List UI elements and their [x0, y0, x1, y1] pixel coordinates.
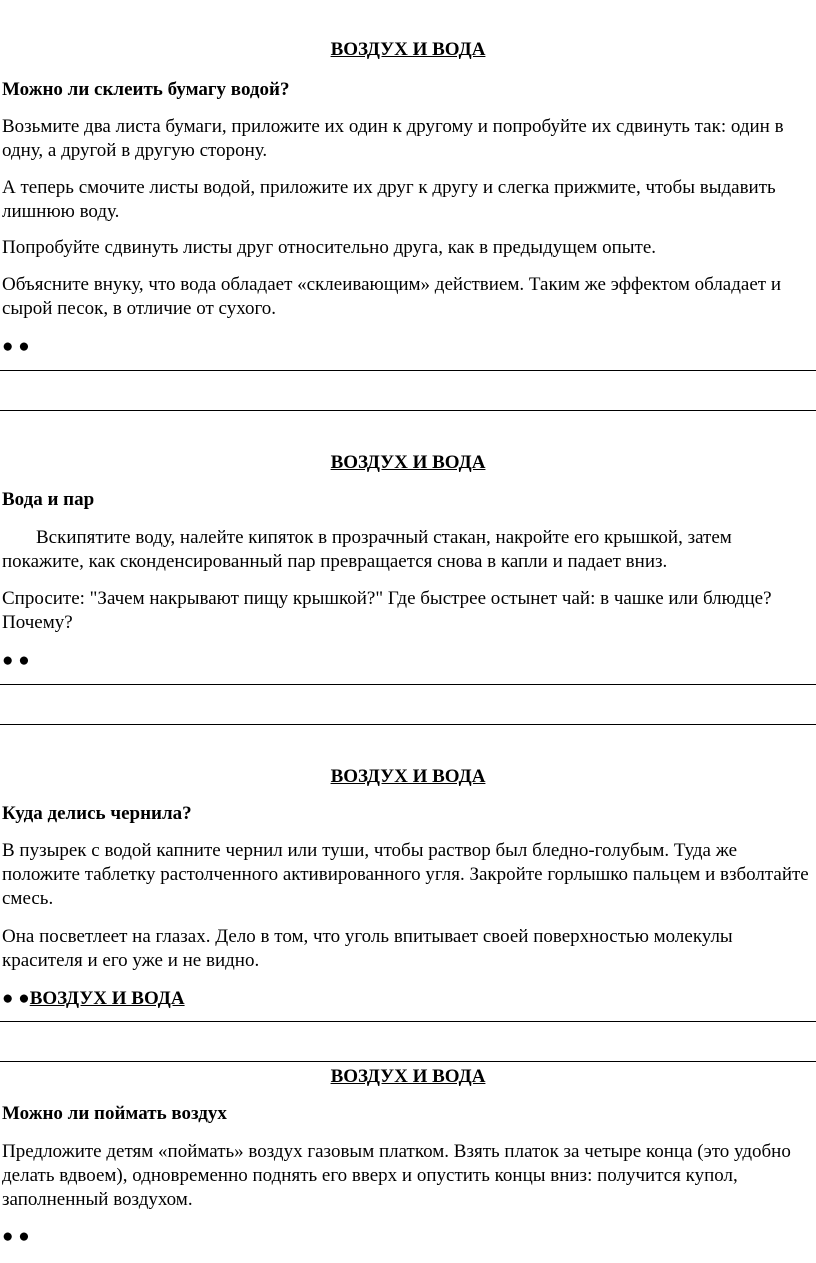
- section-1-paragraph-2: А теперь смочите листы водой, приложите их друг к другу и слегка прижмите, чтобы выдавить лишнюю воду.: [2, 177, 776, 222]
- section-3-inline-title: ВОЗДУХ И ВОДА: [29, 988, 185, 1009]
- divider-line: [0, 684, 816, 685]
- section-3-paragraph-2: Она посветлеет на глазах. Дело в том, что уголь впитывает своей поверхностью молекулы красителя и его уже и не видно.: [2, 926, 733, 971]
- section-3-bullets: [2, 987, 185, 1011]
- section-2-paragraph-1: Вскипятите воду, налейте кипяток в прозрачный стакан, накройте его крышкой, затем покажите, как сконденсированный пар превращается снова в капли и падает вниз.: [2, 527, 732, 572]
- section-1-paragraph-1: Возьмите два листа бумаги, приложите их один к другому и попробуйте их сдвинуть так: один в одну, а другой в другую сторону.: [2, 116, 784, 161]
- section-1-paragraph-4: Объясните внуку, что вода обладает «склеивающим» действием. Таким же эффектом обладает и сырой песок, в отличие от сухого.: [2, 274, 781, 319]
- section-2-title: ВОЗДУХ И ВОДА: [330, 452, 486, 473]
- section-4-bullets: ● ●: [2, 1226, 30, 1247]
- section-4-subtitle: Можно ли поймать воздух: [2, 1103, 227, 1124]
- section-1-subtitle: Можно ли склеить бумагу водой?: [2, 79, 290, 100]
- divider-line: [0, 370, 816, 371]
- section-4-title: ВОЗДУХ И ВОДА: [330, 1066, 486, 1087]
- section-3-bullet-marks: ● ●: [2, 988, 30, 1009]
- divider-line: [0, 724, 816, 725]
- section-1-title: ВОЗДУХ И ВОДА: [330, 39, 486, 60]
- section-2-bullets: ● ●: [2, 650, 30, 671]
- section-2-subtitle: Вода и пар: [2, 489, 95, 510]
- section-3-paragraph-1: В пузырек с водой капните чернил или туши, чтобы раствор был бледно-голубым. Туда же положите таблетку растолченного активированного угля. Закройте горлышко пальцем и взболтайте смесь.: [2, 840, 809, 909]
- section-3-title: ВОЗДУХ И ВОДА: [330, 766, 486, 787]
- section-1-bullets: ● ●: [2, 336, 30, 357]
- section-4-paragraph-1: Предложите детям «поймать» воздух газовым платком. Взять платок за четыре конца (это удобно делать вдвоем), одновременно поднять его вверх и опустить концы вниз: получится купол, заполненный воздухом.: [2, 1141, 791, 1210]
- section-2-paragraph-2: Спросите: "Зачем накрывают пищу крышкой?" Где быстрее остынет чай: в чашке или блюдце? Почему?: [2, 588, 772, 633]
- divider-line: [0, 1021, 816, 1022]
- divider-line: [0, 410, 816, 411]
- section-3-subtitle: Куда делись чернила?: [2, 803, 192, 824]
- section-1-paragraph-3: Попробуйте сдвинуть листы друг относительно друга, как в предыдущем опыте.: [2, 237, 656, 258]
- divider-line: [0, 1061, 816, 1062]
